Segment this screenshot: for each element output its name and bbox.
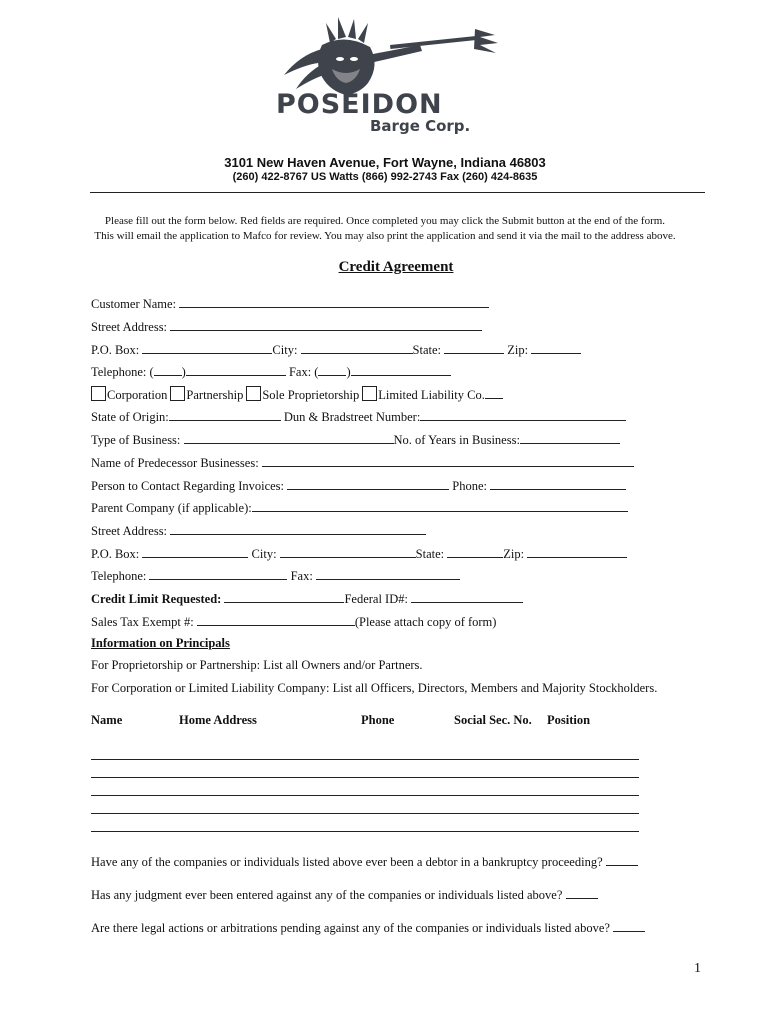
dun-bradstreet-field[interactable]	[420, 409, 626, 421]
zip-field[interactable]	[531, 342, 581, 354]
instructions-line-1: Please fill out the form below. Red fields are required. Once completed you may click the Submit button at the end of the form.	[104, 215, 666, 227]
po-box-field[interactable]	[142, 342, 272, 354]
state-of-origin-field[interactable]	[169, 409, 281, 421]
corporation-checkbox[interactable]	[91, 386, 106, 401]
contact-invoices-field[interactable]	[287, 478, 449, 490]
parent-company-field[interactable]	[252, 500, 628, 512]
fax-paren: )	[346, 365, 351, 379]
sales-tax-label: Sales Tax Exempt #:	[91, 615, 194, 629]
predecessor-label: Name of Predecessor Businesses:	[91, 456, 259, 470]
principal-entry-line[interactable]	[91, 759, 639, 760]
parent-street-row	[91, 523, 426, 539]
sole-proprietorship-label: Sole Proprietorship	[262, 388, 360, 402]
telephone-area-code-field[interactable]	[154, 364, 182, 376]
logo-sub-text: Barge Corp.	[370, 117, 471, 135]
legal-actions-question-row	[91, 920, 645, 936]
llc-field[interactable]	[485, 387, 503, 399]
contact-phone-field[interactable]	[490, 478, 626, 490]
parent-telephone-field[interactable]	[149, 568, 287, 580]
state-field[interactable]	[444, 342, 504, 354]
fax-area-code-field[interactable]	[318, 364, 346, 376]
principal-entry-line[interactable]	[91, 795, 639, 796]
corporation-label: Corporation	[107, 388, 168, 402]
parent-po-box-row	[91, 546, 627, 562]
parent-company-label: Parent Company (if applicable):	[91, 501, 252, 515]
principal-entry-line[interactable]	[91, 777, 639, 778]
customer-name-row	[91, 296, 489, 312]
bankruptcy-answer-field[interactable]	[606, 854, 638, 866]
column-header-home-address: Home Address	[179, 713, 257, 727]
column-header-name: Name	[91, 713, 123, 727]
parent-po-box-field[interactable]	[142, 546, 248, 558]
column-header-position: Position	[547, 713, 591, 727]
years-in-business-field[interactable]	[520, 432, 620, 444]
customer-name-label: Customer Name:	[91, 297, 177, 311]
po-box-label: P.O. Box:	[91, 343, 140, 357]
predecessor-row	[91, 455, 634, 471]
street-address-label: Street Address:	[91, 320, 168, 334]
column-header-ssn: Social Sec. No.	[454, 713, 532, 727]
state-of-origin-row	[91, 409, 626, 425]
partnership-checkbox[interactable]	[170, 386, 185, 401]
attach-note: (Please attach copy of form)	[354, 615, 497, 629]
parent-telephone-row	[91, 568, 460, 584]
parent-company-row	[91, 500, 628, 516]
credit-limit-field[interactable]	[224, 591, 344, 603]
parent-fax-label: Fax:	[290, 569, 313, 583]
entity-type-row	[91, 386, 503, 403]
bankruptcy-question: Have any of the companies or individuals listed above ever been a debtor in a bankruptcy proceeding?	[91, 855, 603, 869]
principals-line-1: For Proprietorship or Partnership: List all Owners and/or Partners.	[91, 658, 423, 672]
fax-number-field[interactable]	[351, 364, 451, 376]
city-field[interactable]	[301, 342, 413, 354]
legal-actions-question: Are there legal actions or arbitrations pending against any of the companies or individuals listed above?	[91, 921, 610, 935]
contact-phone-label: Phone:	[452, 479, 488, 493]
po-box-row	[91, 342, 581, 358]
customer-name-field[interactable]	[179, 296, 489, 308]
principal-entry-line[interactable]	[91, 813, 639, 814]
instructions-line-2: This will email the application to Mafco for review. You may also print the application and send it via the mail to the address above.	[94, 230, 676, 242]
state-label: State:	[412, 343, 442, 357]
parent-zip-field[interactable]	[527, 546, 627, 558]
column-header-phone: Phone	[361, 713, 395, 727]
telephone-label: Telephone: (	[91, 365, 154, 379]
parent-street-field[interactable]	[170, 523, 426, 535]
parent-fax-field[interactable]	[316, 568, 460, 580]
type-of-business-label: Type of Business:	[91, 433, 181, 447]
federal-id-label: Federal ID#:	[344, 592, 408, 606]
telephone-paren: )	[181, 365, 186, 379]
zip-label: Zip:	[507, 343, 529, 357]
logo-brand-text: POSEIDON	[276, 89, 443, 120]
credit-limit-row	[91, 591, 523, 607]
city-label: City:	[272, 343, 298, 357]
fax-label: Fax: (	[288, 365, 319, 379]
type-of-business-row	[91, 432, 620, 448]
form-title: Credit Agreement	[338, 259, 454, 275]
principals-heading: Information on Principals	[91, 636, 230, 650]
contact-invoices-row	[91, 478, 626, 494]
company-phones: (260) 422-8767 US Watts (866) 992-2743 Fax (260) 424-8635	[232, 171, 538, 183]
parent-zip-label: Zip:	[503, 547, 525, 561]
llc-label: Limited Liability Co.	[378, 388, 485, 402]
principal-entry-line[interactable]	[91, 831, 639, 832]
poseidon-trident-icon	[270, 15, 510, 95]
header-divider	[90, 192, 705, 193]
telephone-number-field[interactable]	[186, 364, 286, 376]
federal-id-field[interactable]	[411, 591, 523, 603]
credit-limit-label: Credit Limit Requested:	[91, 592, 222, 606]
judgment-answer-field[interactable]	[566, 887, 598, 899]
sole-proprietorship-checkbox[interactable]	[246, 386, 261, 401]
street-address-row	[91, 319, 482, 335]
parent-city-field[interactable]	[280, 546, 416, 558]
type-of-business-field[interactable]	[184, 432, 394, 444]
parent-state-label: State:	[415, 547, 445, 561]
state-of-origin-label: State of Origin:	[91, 410, 169, 424]
telephone-row	[91, 364, 451, 380]
parent-street-label: Street Address:	[91, 524, 168, 538]
parent-state-field[interactable]	[447, 546, 503, 558]
judgment-question-row	[91, 887, 598, 903]
years-in-business-label: No. of Years in Business:	[393, 433, 520, 447]
sales-tax-row	[91, 614, 496, 630]
parent-telephone-label: Telephone:	[91, 569, 147, 583]
bankruptcy-question-row	[91, 854, 638, 870]
parent-city-label: City:	[251, 547, 277, 561]
sales-tax-field[interactable]	[197, 614, 355, 626]
company-address: 3101 New Haven Avenue, Fort Wayne, Indiana 46803	[224, 155, 546, 170]
page-number: 1	[694, 961, 701, 976]
dun-bradstreet-label: Dun & Bradstreet Number:	[283, 410, 421, 424]
principals-line-2: For Corporation or Limited Liability Company: List all Officers, Directors, Members and Majority Stockholders.	[91, 681, 658, 695]
contact-invoices-label: Person to Contact Regarding Invoices:	[91, 479, 285, 493]
company-logo	[270, 15, 510, 135]
partnership-label: Partnership	[186, 388, 244, 402]
predecessor-field[interactable]	[262, 455, 634, 467]
street-address-field[interactable]	[170, 319, 482, 331]
parent-po-box-label: P.O. Box:	[91, 547, 140, 561]
legal-actions-answer-field[interactable]	[613, 920, 645, 932]
llc-checkbox[interactable]	[362, 386, 377, 401]
judgment-question: Has any judgment ever been entered against any of the companies or individuals listed above?	[91, 888, 563, 902]
